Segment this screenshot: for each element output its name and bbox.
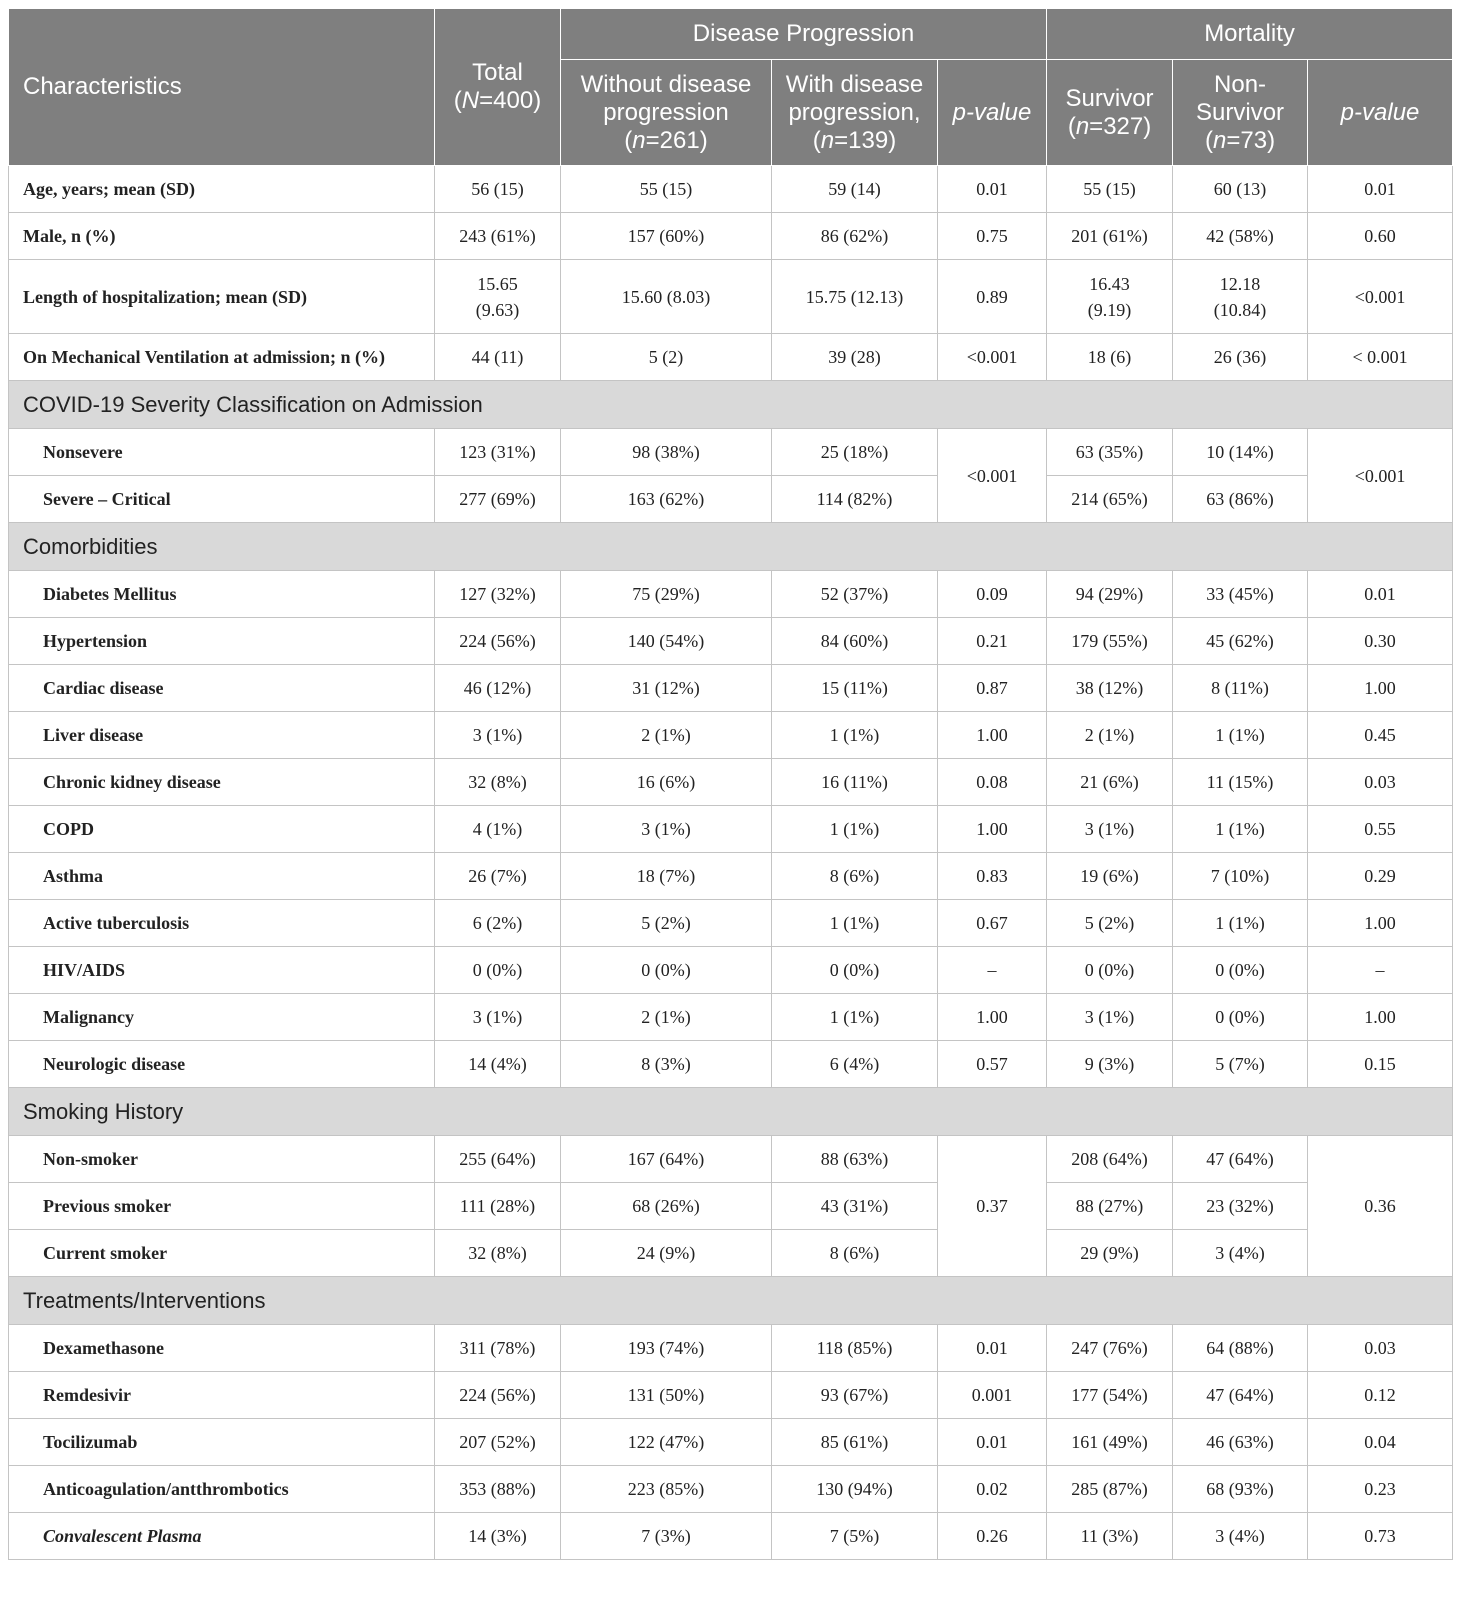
table-row: Non-smoker 255 (64%) 167 (64%) 88 (63%) 0.37 208 (64%) 47 (64%) 0.36 [9,1136,1453,1183]
table-row: COPD 4 (1%) 3 (1%) 1 (1%) 1.00 3 (1%) 1 (1%) 0.55 [9,806,1453,853]
table-row: On Mechanical Ventilation at admission; n (%) 44 (11) 5 (2) 39 (28) <0.001 18 (6) 26 (36) < 0.001 [9,334,1453,381]
header-p-value-progression: p-value [938,60,1047,166]
table-row: HIV/AIDS 0 (0%) 0 (0%) 0 (0%) – 0 (0%) 0 (0%) – [9,947,1453,994]
table-row: Current smoker 32 (8%) 24 (9%) 8 (6%) 29 (9%) 3 (4%) [9,1230,1453,1277]
table-row: Neurologic disease 14 (4%) 8 (3%) 6 (4%) 0.57 9 (3%) 5 (7%) 0.15 [9,1041,1453,1088]
header-total: Total (N=400) [435,9,561,166]
header-non-survivor: Non-Survivor (n=73) [1173,60,1308,166]
table-row: Liver disease 3 (1%) 2 (1%) 1 (1%) 1.00 2 (1%) 1 (1%) 0.45 [9,712,1453,759]
section-header-smoking: Smoking History [9,1088,1453,1136]
table-row: Chronic kidney disease 32 (8%) 16 (6%) 16 (11%) 0.08 21 (6%) 11 (15%) 0.03 [9,759,1453,806]
header-with-progression: With disease progression, (n=139) [772,60,938,166]
table-row: Remdesivir 224 (56%) 131 (50%) 93 (67%) 0.001 177 (54%) 47 (64%) 0.12 [9,1372,1453,1419]
table-row: Tocilizumab 207 (52%) 122 (47%) 85 (61%) 0.01 161 (49%) 46 (63%) 0.04 [9,1419,1453,1466]
header-characteristics: Characteristics [9,9,435,166]
table-row: Severe – Critical 277 (69%) 163 (62%) 114 (82%) 214 (65%) 63 (86%) [9,476,1453,523]
table-row: Convalescent Plasma 14 (3%) 7 (3%) 7 (5%) 0.26 11 (3%) 3 (4%) 0.73 [9,1513,1453,1560]
table-row: Asthma 26 (7%) 18 (7%) 8 (6%) 0.83 19 (6%) 7 (10%) 0.29 [9,853,1453,900]
table-row: Length of hospitalization; mean (SD) 15.65 (9.63) 15.60 (8.03) 15.75 (12.13) 0.89 16.43 (9.19) 12.18 (10.84) <0.001 [9,260,1453,334]
table-row: Age, years; mean (SD) 56 (15) 55 (15) 59 (14) 0.01 55 (15) 60 (13) 0.01 [9,166,1453,213]
table-row: Nonsevere 123 (31%) 98 (38%) 25 (18%) <0.001 63 (35%) 10 (14%) <0.001 [9,429,1453,476]
table-row: Active tuberculosis 6 (2%) 5 (2%) 1 (1%) 0.67 5 (2%) 1 (1%) 1.00 [9,900,1453,947]
table-row: Hypertension 224 (56%) 140 (54%) 84 (60%) 0.21 179 (55%) 45 (62%) 0.30 [9,618,1453,665]
header-survivor: Survivor (n=327) [1047,60,1173,166]
table-row: Diabetes Mellitus 127 (32%) 75 (29%) 52 (37%) 0.09 94 (29%) 33 (45%) 0.01 [9,571,1453,618]
table-row: Anticoagulation/antthrombotics 353 (88%) 223 (85%) 130 (94%) 0.02 285 (87%) 68 (93%) 0.23 [9,1466,1453,1513]
section-header-comorbidities: Comorbidities [9,523,1453,571]
section-header-severity: COVID-19 Severity Classification on Admission [9,381,1453,429]
table-row: Cardiac disease 46 (12%) 31 (12%) 15 (11%) 0.87 38 (12%) 8 (11%) 1.00 [9,665,1453,712]
section-header-treatments: Treatments/Interventions [9,1277,1453,1325]
header-p-value-mortality: p-value [1308,60,1453,166]
table-row: Male, n (%) 243 (61%) 157 (60%) 86 (62%) 0.75 201 (61%) 42 (58%) 0.60 [9,213,1453,260]
characteristics-table [8,8,1453,1560]
header-disease-progression: Disease Progression [561,9,1047,60]
table-row: Previous smoker 111 (28%) 68 (26%) 43 (31%) 88 (27%) 23 (32%) [9,1183,1453,1230]
table-row: Dexamethasone 311 (78%) 193 (74%) 118 (85%) 0.01 247 (76%) 64 (88%) 0.03 [9,1325,1453,1372]
table-row: Malignancy 3 (1%) 2 (1%) 1 (1%) 1.00 3 (1%) 0 (0%) 1.00 [9,994,1453,1041]
header-without-progression: Without disease progression (n=261) [561,60,772,166]
header-mortality: Mortality [1047,9,1453,60]
